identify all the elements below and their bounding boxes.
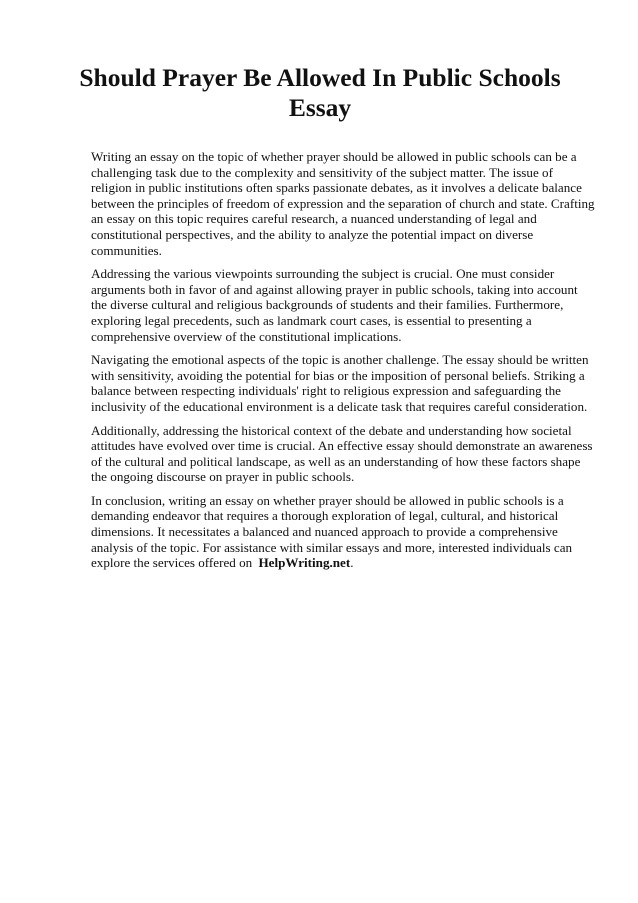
- document-body: [91, 149, 595, 579]
- paragraph-1: Writing an essay on the topic of whether prayer should be allowed in public schools can be a challenging task due to the complexity and sensitivity of the subject matter. The issue of religion in public institutions often sparks passionate debates, as it involves a delicate balance between the principles of freedom of expression and the separation of church and state. Crafting an essay on this topic requires careful research, a nuanced understanding of legal and constitutional perspectives, and the ability to analyze the potential impact on diverse communities.: [91, 149, 595, 258]
- paragraph-4: Additionally, addressing the historical context of the debate and understanding how societal attitudes have evolved over time is crucial. An effective essay should demonstrate an awareness of the cultural and political landscape, as well as an understanding of how these factors shape the ongoing discourse on prayer in public schools.: [91, 422, 593, 485]
- conclusion-period: .: [350, 555, 354, 571]
- paragraph-3: Navigating the emotional aspects of the topic is another challenge. The essay should be written with sensitivity, avoiding the potential for bias or the imposition of personal beliefs. Striking a balance between respecting individuals' right to religious expression and safeguarding the inclusivity of the educational environment is a delicate task that requires careful consideration.: [91, 352, 589, 414]
- conclusion-text: In conclusion, writing an essay on whether prayer should be allowed in public schools is a demanding endeavor that requires a thorough exploration of legal, cultural, and historical dimensions. It necessitates a balanced and nuanced approach to provide a comprehensive analysis of the topic. For assistance with similar essays and more, interested individuals can explore the services offered on: [91, 492, 573, 571]
- paragraph-2: Addressing the various viewpoints surrounding the subject is crucial. One must consider arguments both in favor of and against allowing prayer in public schools, taking into account the diverse cultural and religious backgrounds of students and their families. Furthermore, exploring legal precedents, such as landmark court cases, is essential to presenting a comprehensive overview of the constitutional implications.: [91, 266, 578, 344]
- paragraph-5: [91, 493, 595, 571]
- helpwriting-link[interactable]: HelpWriting.net: [258, 555, 351, 571]
- document-title: Should Prayer Be Allowed In Public Schools Essay: [79, 63, 561, 122]
